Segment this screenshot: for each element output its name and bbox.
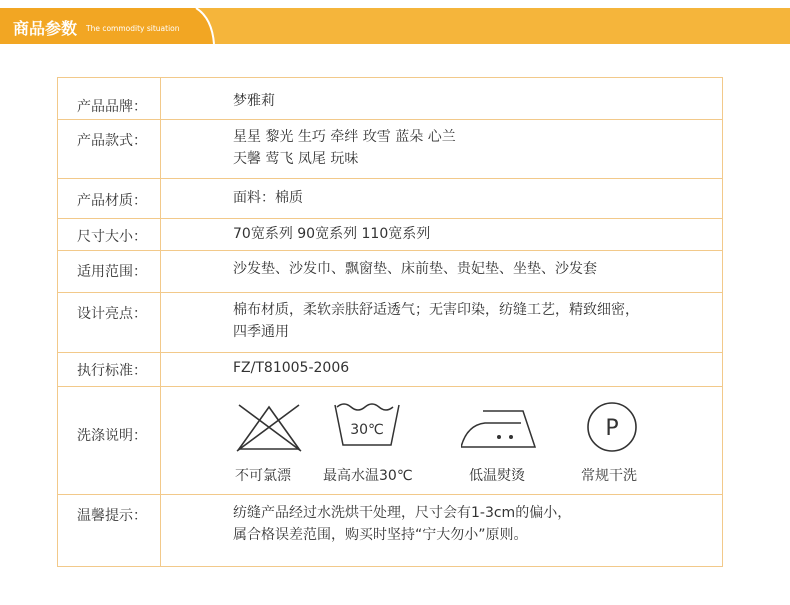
row-label-size: 尺寸大小： — [58, 219, 161, 251]
header-tab — [0, 8, 210, 44]
row-value-standard — [161, 353, 723, 387]
row-value-style — [161, 120, 723, 179]
wash-label-dry-clean: 常规干洗 — [581, 468, 637, 484]
row-value-tip — [161, 495, 723, 567]
row-value-brand — [161, 78, 723, 120]
row-value-usage — [161, 251, 723, 293]
section-title: 商品参数 — [13, 19, 78, 38]
section-header — [0, 8, 790, 44]
value-line: 沙发垫、沙发巾、飘窗垫、床前垫、贵妃垫、坐垫、沙发套 — [233, 261, 597, 277]
table-row — [58, 293, 723, 353]
row-label-usage: 适用范围： — [58, 251, 161, 293]
row-value-wash — [161, 387, 723, 495]
row-label-standard: 执行标准： — [58, 353, 161, 387]
dry-clean-letter: P — [605, 416, 619, 441]
value-line: 梦雅莉 — [233, 93, 275, 109]
value-line: 属合格误差范围，购买时坚持“宁大勿小”原则。 — [233, 527, 528, 543]
row-label-wash: 洗涤说明： — [58, 387, 161, 495]
wash-icons — [161, 387, 721, 493]
dry-clean-icon — [581, 401, 641, 453]
table-row — [58, 120, 723, 179]
wash-label-no-bleach: 不可氯漂 — [235, 468, 291, 484]
row-label-brand: 产品品牌： — [58, 78, 161, 120]
value-line: 面料：棉质 — [233, 190, 303, 206]
row-value-design — [161, 293, 723, 353]
value-line: 70宽系列 90宽系列 110宽系列 — [233, 226, 431, 242]
table-row — [58, 495, 723, 567]
table-row — [58, 387, 723, 495]
table-row — [58, 78, 723, 120]
value-line: 棉布材质，柔软亲肤舒适透气；无害印染，纺缝工艺，精致细密， — [233, 302, 639, 318]
table-row — [58, 179, 723, 219]
value-line: 天馨 莺飞 凤尾 玩味 — [233, 151, 359, 167]
wash-label-wash-30: 最高水温30℃ — [323, 468, 413, 484]
iron-low-icon — [461, 401, 541, 453]
table-row — [58, 219, 723, 251]
section-subtitle: The commodity situation — [86, 24, 180, 33]
no-bleach-icon — [233, 401, 305, 453]
table-row — [58, 251, 723, 293]
row-label-style: 产品款式： — [58, 120, 161, 179]
row-label-design: 设计亮点： — [58, 293, 161, 353]
row-value-material — [161, 179, 723, 219]
value-line: 纺缝产品经过水洗烘干处理，尺寸会有1-3cm的偏小， — [233, 505, 572, 521]
spec-table — [57, 77, 723, 567]
row-label-tip: 温馨提示： — [58, 495, 161, 567]
value-line: FZ/T81005-2006 — [233, 360, 350, 376]
row-label-material: 产品材质： — [58, 179, 161, 219]
wash-temp-mark: 30℃ — [350, 422, 384, 438]
wash-30-icon — [333, 401, 401, 453]
table-row — [58, 353, 723, 387]
value-line: 星星 黎光 生巧 牵绊 玫雪 蓝朵 心兰 — [233, 129, 456, 145]
value-line: 四季通用 — [233, 324, 289, 340]
row-value-size — [161, 219, 723, 251]
wash-label-iron-low: 低温熨烫 — [469, 468, 525, 484]
